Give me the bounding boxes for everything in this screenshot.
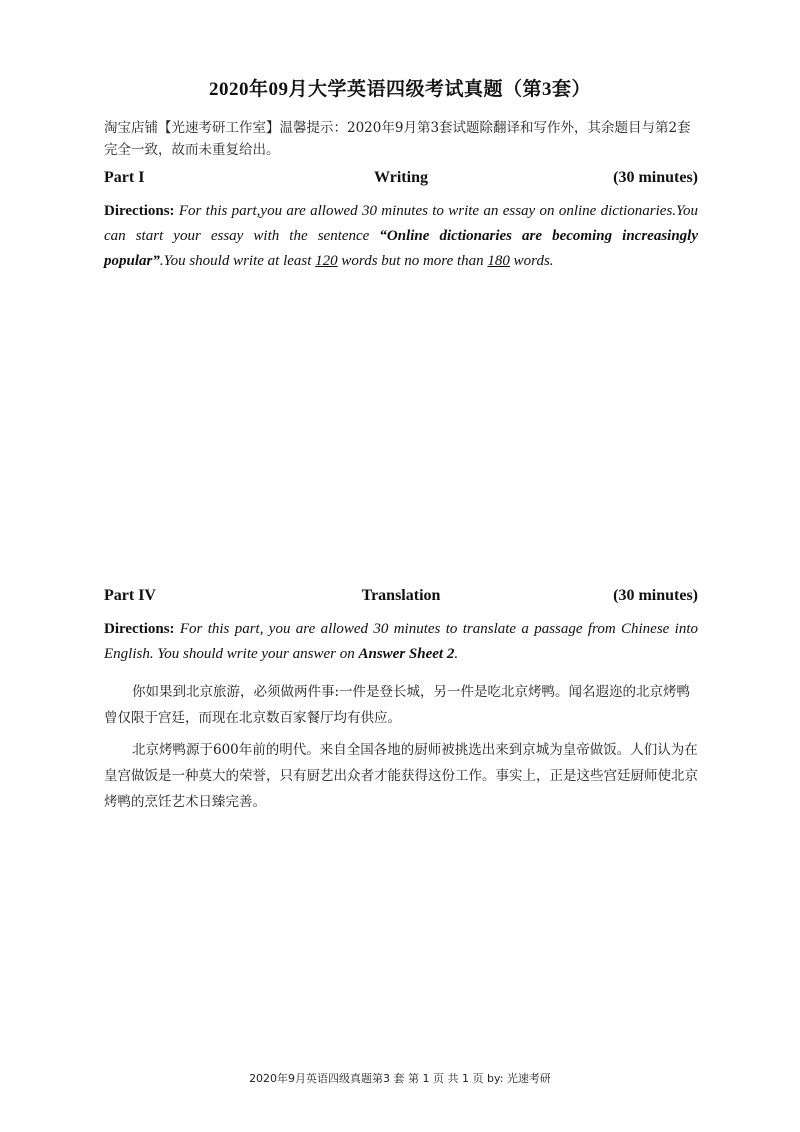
part4-answer-sheet: Answer Sheet 2 xyxy=(358,646,455,662)
part1-directions xyxy=(104,199,698,274)
part4-label: Part IV xyxy=(104,587,156,604)
translation-paragraph-1: 你如果到北京旅游，必须做两件事:一件是登长城，另一件是吃北京烤鸭。闻名遐迩的北京烤鸭曾仅限于宫廷，而现在北京数百家餐厅均有供应。 xyxy=(104,684,691,726)
page-title: 2020年09月大学英语四级考试真题（第3套） xyxy=(208,79,591,100)
part1-header xyxy=(104,169,698,191)
part1-time: (30 minutes) xyxy=(613,169,698,186)
page-footer: 2020年9月英语四级真题第3 套 第 1 页 共 1 页 by: 光速考研 xyxy=(249,1072,551,1085)
part1-min-words: 120 xyxy=(315,253,338,269)
part4-directions xyxy=(104,617,698,667)
part4-time: (30 minutes) xyxy=(613,587,698,604)
part4-directions-label: Directions: xyxy=(104,621,175,637)
part1-name: Writing xyxy=(374,169,428,186)
part1-directions-text2: .You should write at least xyxy=(159,253,316,269)
part4-name: Translation xyxy=(361,587,441,604)
part1-directions-text1: For this part,you are allowed 30 minutes to write an essay on online dictionaries.You can start your essay with the sentence xyxy=(104,203,698,244)
translation-paragraph-2: 北京烤鸭源于600年前的明代。来自全国各地的厨师被挑选出来到京城为皇帝做饭。人们认为在皇宫做饭是一种莫大的荣誉，只有厨艺出众者才能获得这份工作。事实上，正是这些宫廷厨师使北京烤鸭的烹饪艺术日臻完善。 xyxy=(104,742,698,810)
part4-directions-text1: For this part, you are allowed 30 minutes to translate a passage from Chinese into English. You should write your answer on xyxy=(104,621,698,662)
part4-header xyxy=(104,587,698,609)
part1-label: Part I xyxy=(104,169,145,186)
part1-max-words: 180 xyxy=(487,253,510,269)
notice-text: 淘宝店铺【光速考研工作室】温馨提示：2020年9月第3套试题除翻译和写作外，其余题目与第2套完全一致，故而未重复给出。 xyxy=(104,120,691,158)
part4-directions-text2: . xyxy=(454,646,459,662)
part1-directions-quote: “Online dictionaries are becoming increasingly popular” xyxy=(104,228,698,269)
part1-directions-label: Directions: xyxy=(104,203,175,219)
part1-directions-text4: words. xyxy=(509,253,554,269)
part1-directions-text3: words but no more than xyxy=(337,253,488,269)
